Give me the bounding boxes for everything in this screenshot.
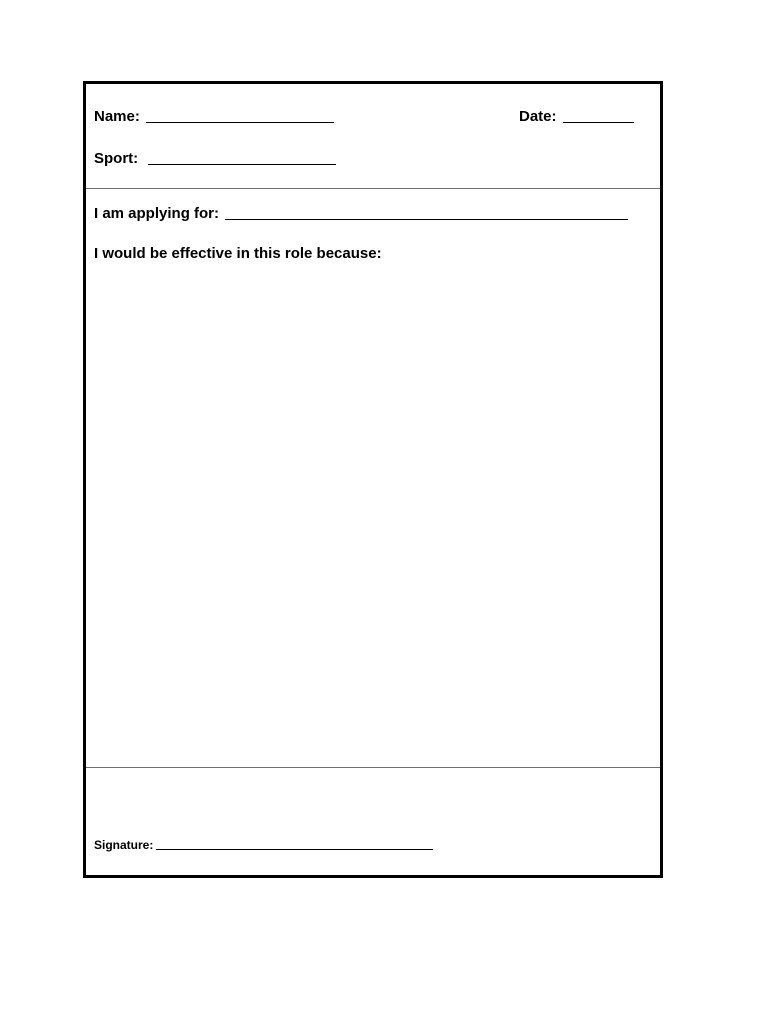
date-input-line[interactable]	[563, 122, 634, 123]
sport-field	[94, 150, 336, 168]
date-label: Date:	[519, 108, 557, 125]
name-label: Name:	[94, 108, 140, 125]
header-divider	[86, 188, 660, 189]
name-field	[94, 108, 334, 126]
applying-for-label: I am applying for:	[94, 205, 220, 222]
signature-label: Signature:	[94, 838, 154, 852]
sport-input-line[interactable]	[148, 164, 336, 165]
signature-divider	[86, 767, 660, 768]
signature-input-line[interactable]	[156, 849, 433, 850]
applying-for-input-line[interactable]	[225, 219, 628, 220]
application-form	[83, 81, 663, 878]
name-input-line[interactable]	[146, 122, 334, 123]
sport-label: Sport:	[94, 150, 139, 167]
signature-field	[94, 838, 433, 852]
effective-reason-label: I would be effective in this role because:	[94, 245, 382, 262]
applying-for-field	[94, 205, 628, 223]
effective-reason-area[interactable]	[94, 274, 652, 759]
date-field	[519, 108, 634, 126]
